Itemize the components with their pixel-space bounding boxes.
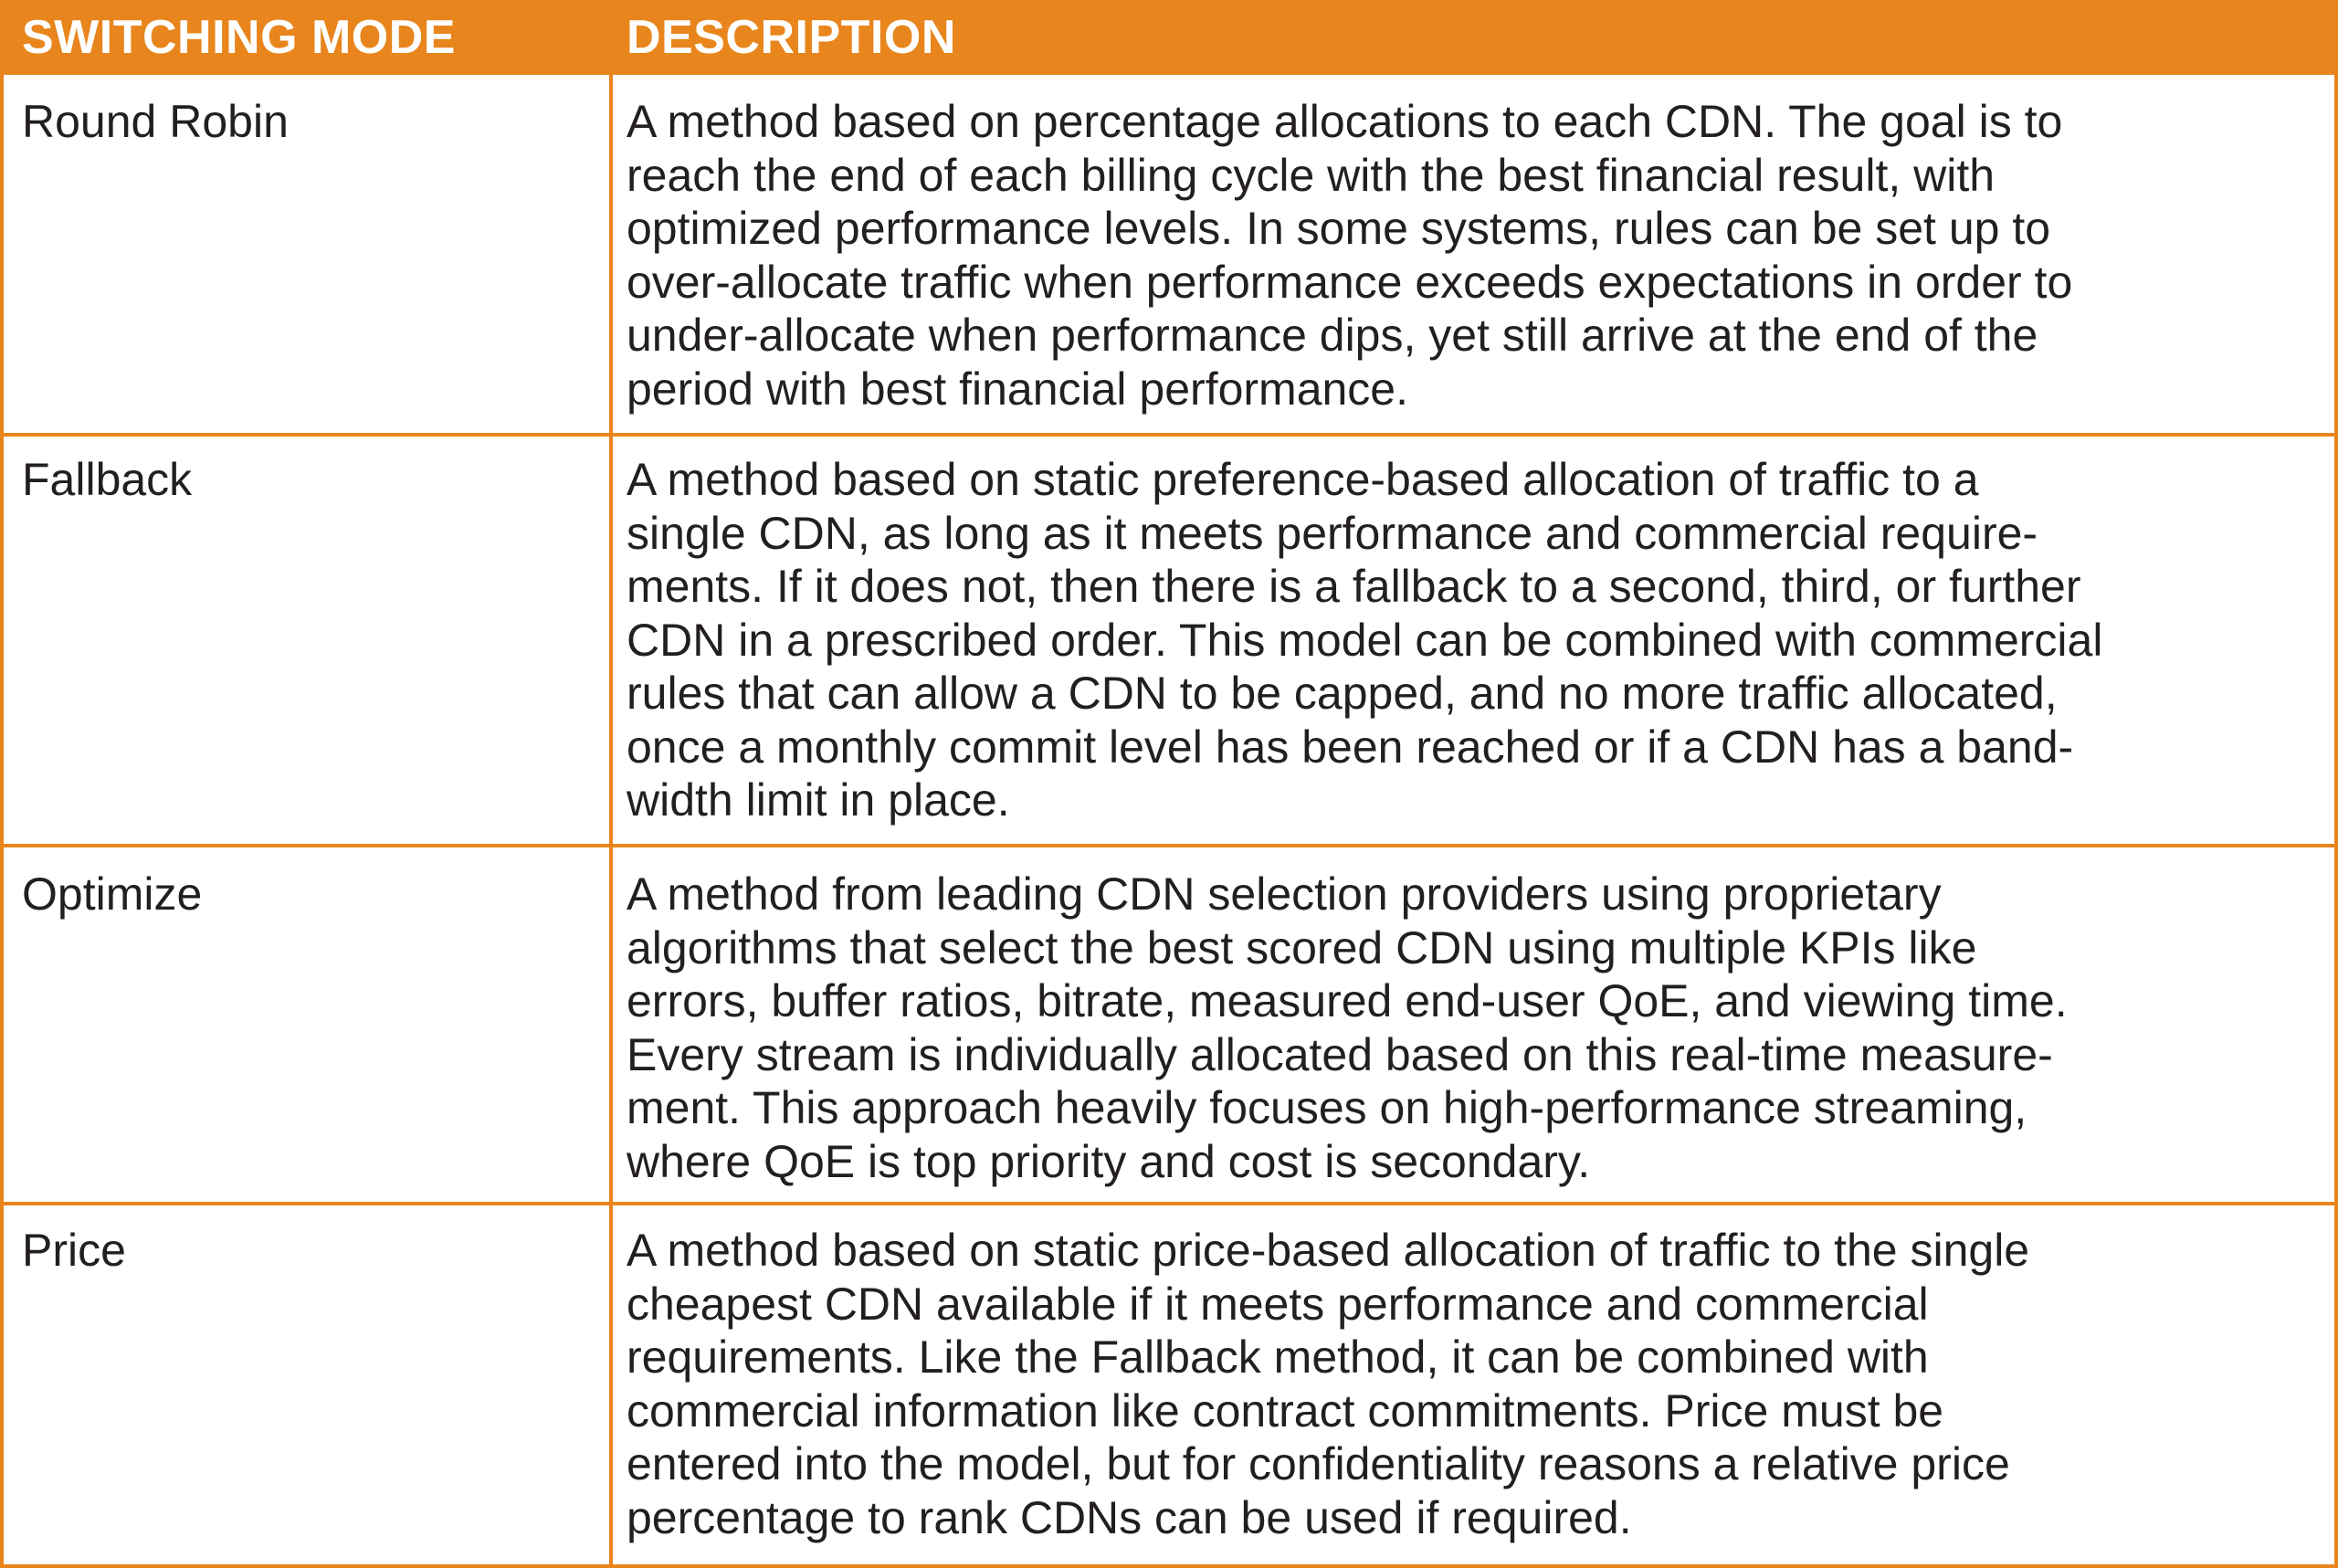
description-line: period with best financial performance. [627,363,1409,415]
description-line: entered into the model, but for confidentiality reasons a relative price [627,1438,2010,1489]
description-line: reach the end of each billing cycle with the best financial result, with [627,149,1996,201]
header-switching-mode: SWITCHING MODE [22,11,456,64]
mode-price: Price [22,1225,126,1276]
description-fallback [627,453,2325,827]
header-description: DESCRIPTION [627,11,956,64]
description-line: errors, buffer ratios, bitrate, measured end-user QoE, and viewing time. [627,975,2068,1026]
description-line: ments. If it does not, then there is a fallback to a second, third, or further [627,561,2081,612]
description-line: under-allocate when performance dips, yet still arrive at the end of the [627,310,2038,361]
row-divider [4,844,2334,847]
description-line: once a monthly commit level has been reached or if a CDN has a band- [627,721,2074,773]
row-divider [4,433,2334,437]
description-line: where QoE is top priority and cost is secondary. [627,1135,1591,1187]
description-line: ment. This approach heavily focuses on high-performance streaming, [627,1082,2027,1133]
description-line: cheapest CDN available if it meets performance and commercial [627,1278,1929,1330]
description-line: A method based on static price-based allocation of traffic to the single [627,1225,2030,1276]
description-line: requirements. Like the Fallback method, it can be combined with [627,1331,1929,1383]
row-divider [4,1202,2334,1205]
column-divider [609,75,613,1564]
description-line: commercial information like contract commitments. Price must be [627,1384,1944,1436]
description-line: width limit in place. [627,774,1010,826]
description-line: rules that can allow a CDN to be capped, and no more traffic allocated, [627,668,2058,719]
description-line: A method based on static preference-based allocation of traffic to a [627,454,1979,505]
description-line: Every stream is individually allocated based on this real-time measure- [627,1028,2053,1080]
mode-fallback: Fallback [22,454,193,505]
description-line: algorithms that select the best scored CDN using multiple KPIs like [627,921,1977,973]
description-optimize [627,868,2325,1188]
description-line: A method based on percentage allocations to each CDN. The goal is to [627,96,2063,147]
description-line: over-allocate traffic when performance exceeds expectations in order to [627,256,2073,308]
description-line: single CDN, as long as it meets performance and commercial require- [627,507,2038,559]
description-line: CDN in a prescribed order. This model can be combined with commercial [627,614,2103,666]
table-header-row [4,0,2334,75]
mode-round-robin: Round Robin [22,96,289,147]
description-round-robin [627,95,2325,416]
description-price [627,1224,2325,1544]
description-line: optimized performance levels. In some systems, rules can be set up to [627,203,2051,254]
mode-optimize: Optimize [22,868,203,920]
description-line: A method from leading CDN selection providers using proprietary [627,868,1942,920]
description-line: percentage to rank CDNs can be used if required. [627,1491,1632,1543]
